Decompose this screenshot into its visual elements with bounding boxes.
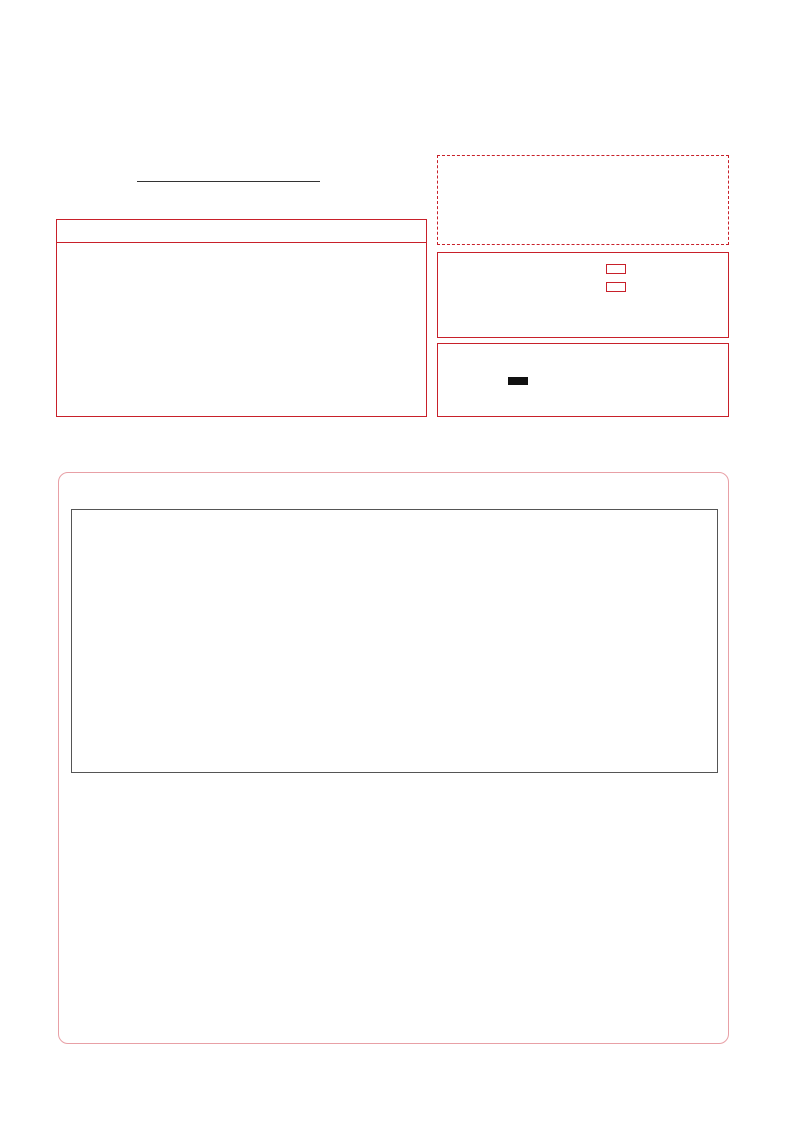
violation-mark-box[interactable] <box>606 282 626 292</box>
absent-mark-box[interactable] <box>606 264 626 274</box>
forbidden-box <box>437 252 729 338</box>
notice-item-3 <box>63 338 423 384</box>
notice-item-1 <box>63 244 423 290</box>
notice-box <box>56 219 427 417</box>
notice-heading <box>57 220 426 243</box>
notice-item-2 <box>63 291 423 337</box>
barcode-area <box>437 155 729 245</box>
choice-section <box>71 509 718 773</box>
name-field[interactable] <box>137 181 320 182</box>
correct-fill-mark <box>508 377 528 385</box>
notice-item-4 <box>63 385 423 408</box>
fill-sample-box <box>437 343 729 417</box>
